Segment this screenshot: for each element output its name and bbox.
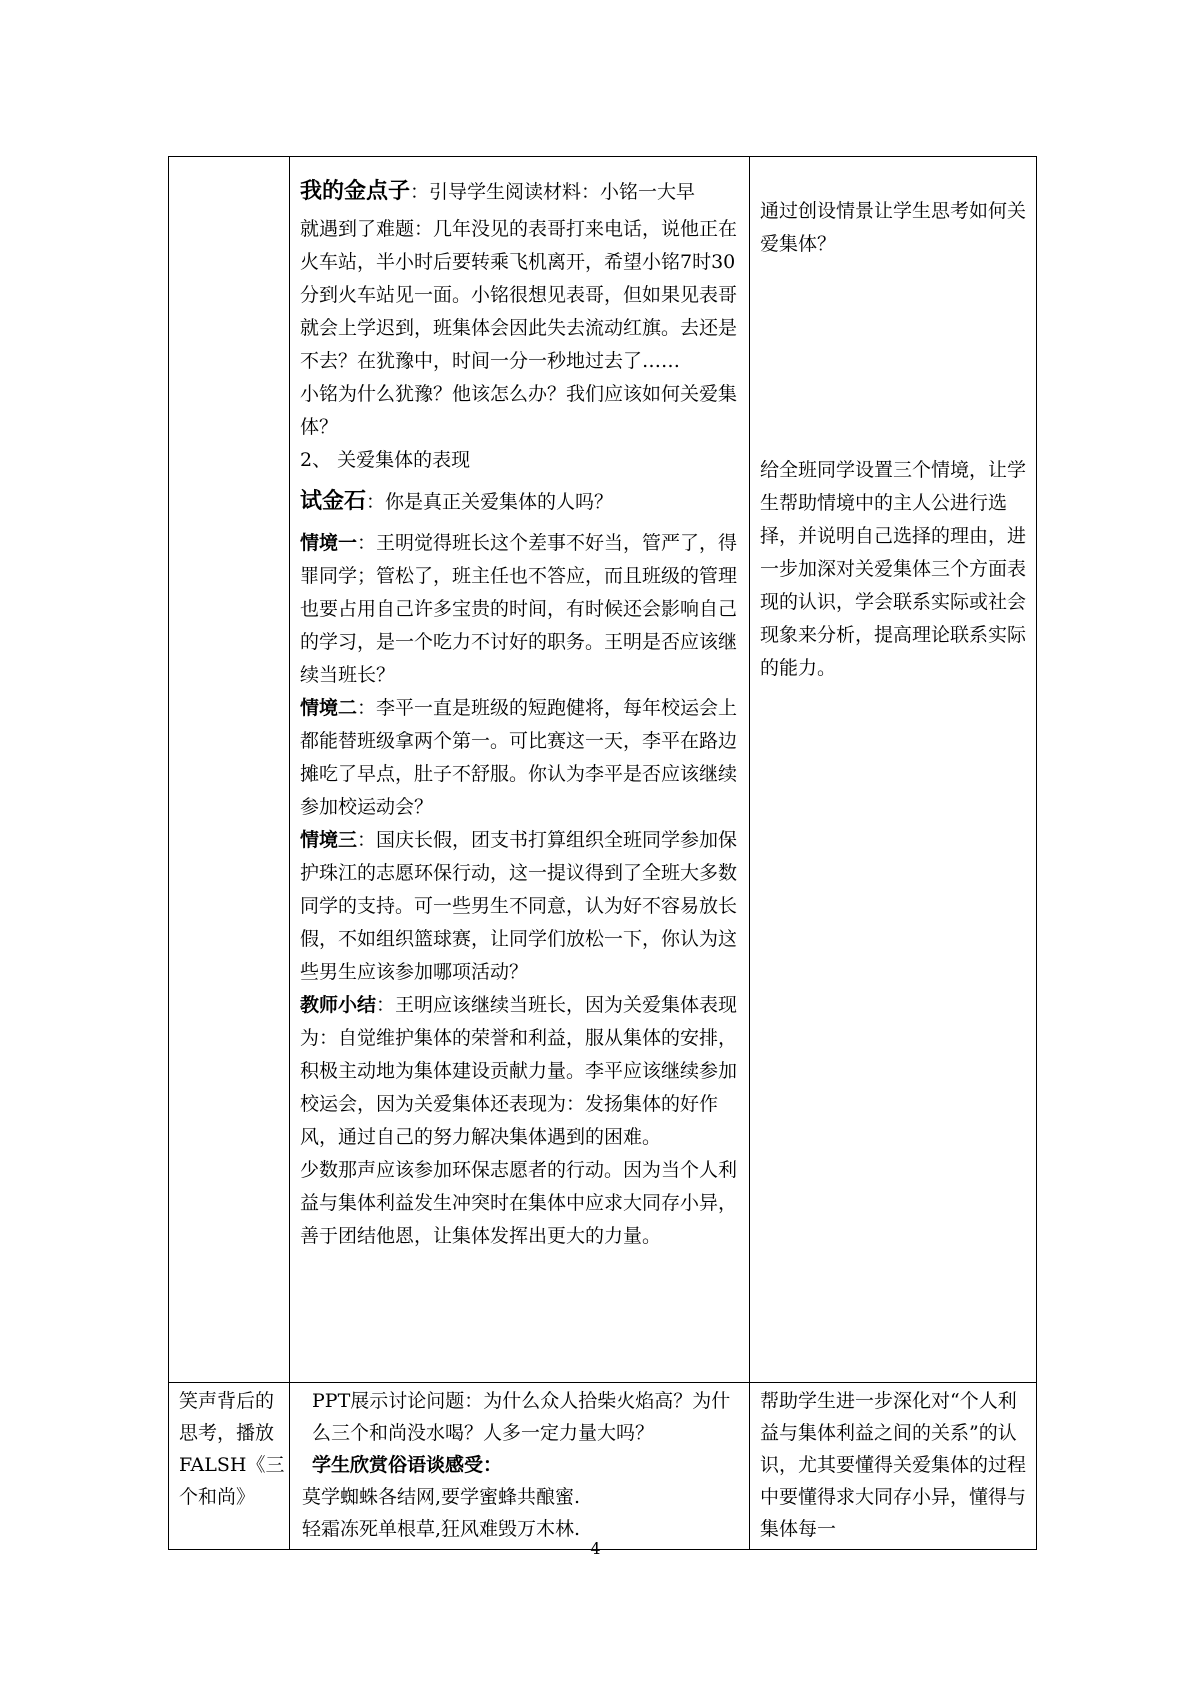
section-heading: 2、 关爱集体的表现 [300,449,471,471]
page-number: 4 [590,1539,601,1558]
touchstone-question: ：你是真正关爱集体的人吗？ [366,491,614,513]
intent-note: 帮助学生进一步深化对“个人利益与集体利益之间的关系”的认识，尤其要懂得关爱集体的过程中要懂得求大同存小异，懂得与集体每一 [760,1390,1027,1540]
lesson-plan-table [168,156,1037,1550]
proverb-2: 轻霜冻死单根草,狂风难毁万木林. [302,1518,581,1540]
story-questions: 小铭为什么犹豫？他该怎么办？我们应该如何关爱集体？ [300,383,738,438]
intent-note-1: 通过创设情景让学生思考如何关爱集体？ [760,200,1027,255]
scenario-3-label: 情境三 [300,829,358,851]
proverb-1: 莫学蜘蛛各结网,要学蜜蜂共酿蜜. [302,1486,581,1508]
activity-text: 笑声背后的思考，播放FALSH《三个和尚》 [179,1390,285,1508]
teacher-summary-label: 教师小结 [300,994,377,1016]
scenario-3-text: ：国庆长假，团支书打算组织全班同学参加保护珠江的志愿环保行动，这一提议得到了全班大多数同学的支持。可一些男生不同意，认为好不容易放长假，不如组织篮球赛，让同学们放松一下，你认为这些男生应该参加哪项活动？ [300,829,738,983]
scenario-1 [300,527,741,692]
intent-cell [750,157,1037,1383]
golden-idea-intro: ：引导学生阅读材料：小铭一大早 [410,181,696,203]
touchstone-label: 试金石 [300,489,367,514]
teacher-summary-text: ：王明应该继续当班长，因为关爱集体表现为：自觉维护集体的荣誉和利益，服从集体的安排，积极主动地为集体建设贡献力量。李平应该继续参加校运会，因为关爱集体还表现为：发扬集体的好作风，通过自己的努力解决集体遇到的困难。 [300,994,738,1148]
touchstone-paragraph [300,485,741,519]
teacher-summary [300,989,741,1154]
closing-paragraph: 少数那声应该参加环保志愿者的行动。因为当个人利益与集体利益发生冲突时在集体中应求大同存小异，善于团结他恩，让集体发挥出更大的力量。 [300,1159,738,1247]
intent-cell [750,1383,1037,1550]
scenario-1-label: 情境一 [300,532,358,554]
golden-idea-label: 我的金点子 [300,179,411,204]
proverb-heading: 学生欣赏俗语谈感受： [312,1454,503,1476]
story-text: 就遇到了难题：几年没见的表哥打来电话，说他正在火车站，半小时后要转乘飞机离开，希望小铭7时30分到火车站见一面。小铭很想见表哥，但如果见表哥就会上学迟到，班集体会因此失去流动红旗。去还是不去？在犹豫中，时间一分一秒地过去了…… [300,218,738,372]
content-cell [290,157,750,1383]
scenario-2-label: 情境二 [300,697,358,719]
activity-cell [169,1383,290,1550]
golden-idea-paragraph [300,175,741,209]
scenario-3 [300,824,741,989]
ppt-discussion: PPT展示讨论问题：为什么众人拾柴火焰高？为什么三个和尚没水喝？人多一定力量大吗？ [312,1390,731,1444]
content-cell [290,1383,750,1550]
scenario-2 [300,692,741,824]
activity-cell [169,157,290,1383]
scenario-2-text: ：李平一直是班级的短跑健将，每年校运会上都能替班级拿两个第一。可比赛这一天，李平在路边摊吃了早点，肚子不舒服。你认为李平是否应该继续参加校运动会？ [300,697,738,818]
table-row [169,157,1037,1383]
scenario-1-text: ：王明觉得班长这个差事不好当，管严了，得罪同学；管松了，班主任也不答应，而且班级的管理也要占用自己许多宝贵的时间，有时候还会影响自己的学习，是一个吃力不讨好的职务。王明是否应该继续当班长？ [300,532,738,686]
intent-note-2: 给全班同学设置三个情境，让学生帮助情境中的主人公进行选择，并说明自己选择的理由，进一步加深对关爱集体三个方面表现的认识，学会联系实际或社会现象来分析，提高理论联系实际的能力。 [760,459,1027,679]
table-row [169,1383,1037,1550]
